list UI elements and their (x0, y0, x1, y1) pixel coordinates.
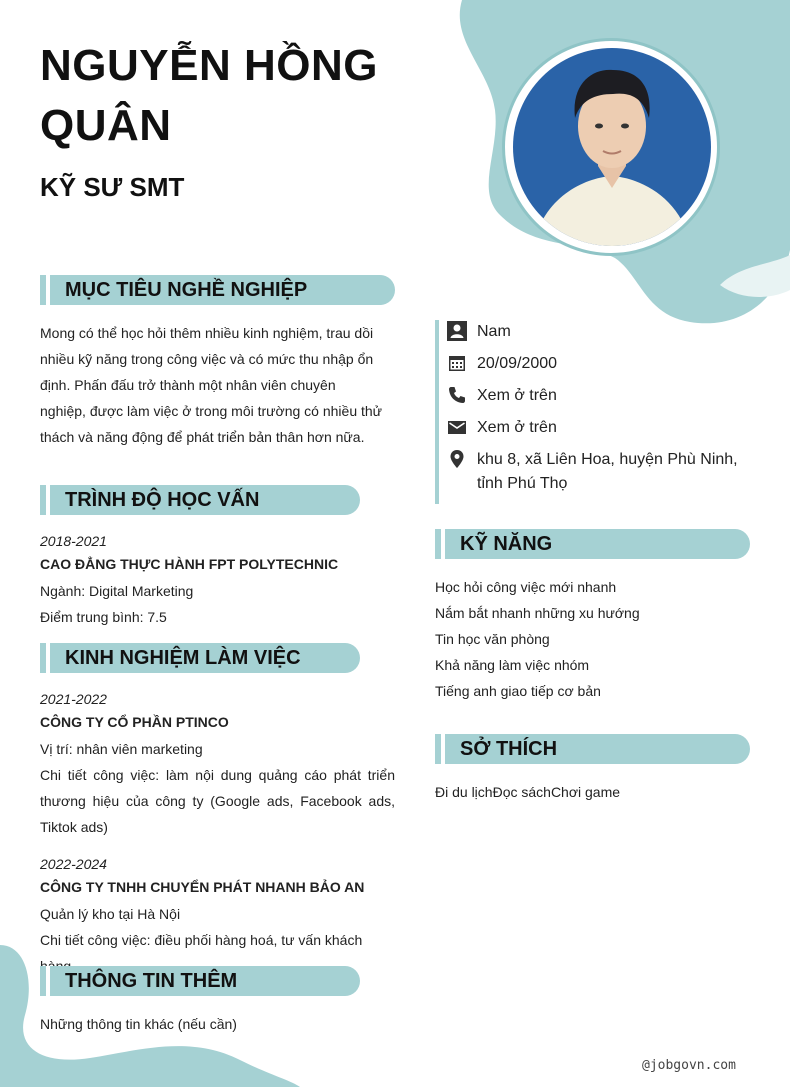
contact-text: Xem ở trên (477, 387, 557, 404)
hobbies-heading (435, 734, 750, 764)
skills-heading (435, 529, 750, 559)
experience-heading-text: KINH NGHIỆM LÀM VIỆC (65, 647, 301, 669)
candidate-name: NGUYỄN HỒNG QUÂN (40, 41, 378, 150)
education-school: CAO ĐẲNG THỰC HÀNH FPT POLYTECHNIC (40, 556, 339, 572)
list-item: Tiếng anh giao tiếp cơ bản (435, 683, 601, 699)
education-heading (40, 485, 360, 515)
hobbies-heading-text: SỞ THÍCH (460, 738, 558, 760)
contact-phone (447, 384, 767, 408)
job-detail: Chi tiết công việc: điều phối hàng hoá, tư vấn khách (40, 932, 363, 948)
objective-heading (40, 275, 395, 305)
avatar (513, 48, 711, 246)
contact-list (435, 320, 767, 504)
heading-gap (46, 485, 50, 515)
additional-text: Những thông tin khác (nếu cần) (40, 1016, 237, 1032)
additional-heading (40, 966, 360, 996)
job-period: 2021-2022 (40, 691, 107, 707)
contact-gender (447, 320, 767, 344)
contact-birthday (447, 352, 767, 376)
list-item: Học hỏi công việc mới nhanh (435, 579, 617, 595)
objective-text: Mong có thể học hỏi thêm nhiều kinh nghiệm, trau dồi nhiều kỹ năng trong công việc và có mức thu nhập ổn định. Phấn đấu trở thành một nhân viên chuyên nghiệp, được làm việc ở trong môi trường có nhiều thử thách và năng động để phát triển bản thân hơn nữa. (40, 325, 383, 445)
heading-gap (46, 966, 50, 996)
education-gpa: Điểm trung bình: 7.5 (40, 609, 167, 625)
education-major: Ngành: Digital Marketing (40, 583, 194, 599)
heading-gap (441, 529, 445, 559)
location-icon (447, 449, 467, 469)
job-title: KỸ SƯ SMT (40, 172, 185, 202)
list-item: Tin học văn phòng (435, 631, 550, 647)
list-item: Khả năng làm việc nhóm (435, 657, 590, 673)
skills-heading-text: KỸ NĂNG (460, 533, 553, 555)
objective-heading-text: MỤC TIÊU NGHỀ NGHIỆP (65, 279, 308, 301)
contact-email (447, 416, 767, 440)
contact-text: Xem ở trên (477, 419, 557, 436)
contact-text: 20/09/2000 (477, 355, 558, 372)
experience-heading (40, 643, 360, 673)
additional-heading-text: THÔNG TIN THÊM (65, 970, 238, 992)
job-company: CÔNG TY CỔ PHẦN PTINCO (40, 714, 229, 730)
job-position: Vị trí: nhân viên marketing (40, 741, 203, 757)
education-heading-text: TRÌNH ĐỘ HỌC VẤN (65, 489, 260, 511)
contact-text: khu 8, xã Liên Hoa, huyện Phù Ninh, tỉnh Phú Thọ (477, 451, 738, 492)
list-item: Nắm bắt nhanh những xu hướng (435, 605, 640, 621)
job-detail: Chi tiết công việc: làm nội dung quảng cáo phát triển thương hiệu của công ty (Google ads, Facebook ads, Tiktok ads) (40, 767, 395, 835)
heading-gap (441, 734, 445, 764)
contact-text: Nam (477, 323, 511, 340)
job-position: Quản lý kho tại Hà Nội (40, 906, 181, 922)
education-period: 2018-2021 (40, 533, 107, 549)
watermark: @jobgovn.com (642, 1058, 736, 1073)
job-period: 2022-2024 (40, 856, 107, 872)
skills-list (435, 574, 750, 704)
job-company: CÔNG TY TNHH CHUYỂN PHÁT NHANH BẢO AN (40, 879, 365, 895)
heading-gap (46, 275, 50, 305)
phone-icon (447, 385, 467, 405)
hobbies-text: Đi du lịchĐọc sáchChơi game (435, 784, 621, 800)
mail-icon (447, 417, 467, 437)
contact-address (447, 448, 767, 496)
person-icon (447, 321, 467, 341)
calendar-icon (447, 353, 467, 373)
heading-gap (46, 643, 50, 673)
